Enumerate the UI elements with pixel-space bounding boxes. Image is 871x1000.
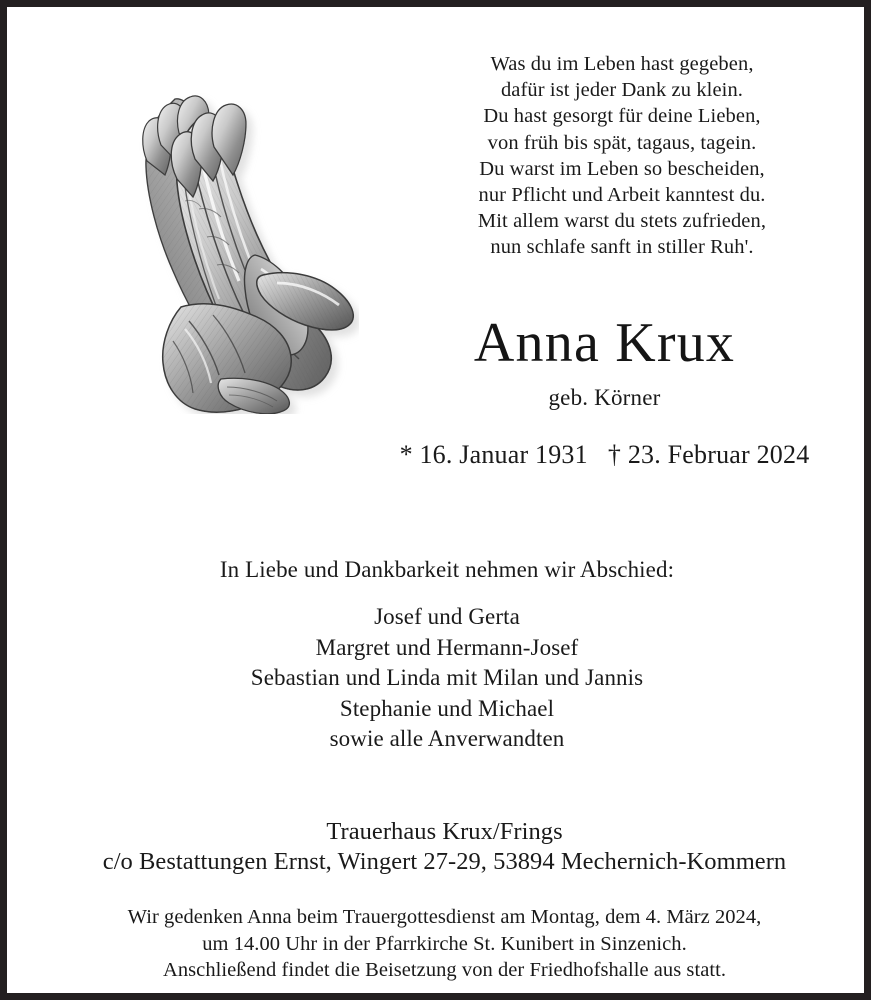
maiden-name: geb. Körner bbox=[548, 385, 661, 410]
service-line: um 14.00 Uhr in der Pfarrkirche St. Kunibert in Sinzenich. bbox=[202, 932, 687, 955]
funeral-home-name: Trauerhaus Krux/Frings bbox=[326, 818, 563, 845]
service-line: Wir gedenken Anna beim Trauergottesdienst am Montag, dem 4. März 2024, bbox=[127, 906, 762, 928]
funeral-home-block bbox=[37, 817, 852, 877]
poem-line: nun schlafe sanft in stiller Ruh'. bbox=[490, 236, 754, 259]
mourner-list bbox=[67, 602, 827, 755]
poem-line: Du hast gesorgt für deine Lieben, bbox=[483, 105, 761, 128]
mourners-intro: In Liebe und Dankbarkeit nehmen wir Abschied: bbox=[219, 557, 675, 582]
funeral-home-address: c/o Bestattungen Ernst, Wingert 27-29, 53894 Mechernich-Kommern bbox=[102, 848, 787, 875]
mourner-name: Sebastian und Linda mit Milan und Jannis bbox=[250, 665, 644, 690]
deceased-name: Anna Krux bbox=[473, 312, 736, 374]
mourners-block bbox=[67, 555, 827, 755]
life-dates: * 16. Januar 1931 † 23. Februar 2024 bbox=[399, 440, 810, 469]
deceased-block bbox=[352, 312, 857, 471]
poem-line: von früh bis spät, tagaus, tagein. bbox=[487, 131, 757, 154]
poem-line: Mit allem warst du stets zufrieden, bbox=[477, 210, 767, 233]
mourner-name: Margret und Hermann-Josef bbox=[315, 634, 579, 660]
service-details-block bbox=[47, 904, 842, 984]
poem-line: dafür ist jeder Dank zu klein. bbox=[500, 79, 744, 102]
obituary-card bbox=[7, 7, 864, 993]
memorial-poem bbox=[387, 51, 857, 261]
mourner-name: sowie alle Anverwandten bbox=[329, 726, 565, 751]
mourner-name: Stephanie und Michael bbox=[339, 695, 555, 721]
service-line: Anschließend findet die Beisetzung von der Friedhofshalle aus statt. bbox=[162, 959, 727, 981]
poem-line: Du warst im Leben so bescheiden, bbox=[479, 157, 765, 180]
mourner-name: Josef und Gerta bbox=[374, 604, 520, 629]
poem-line: Was du im Leben hast gegeben, bbox=[490, 53, 754, 75]
poem-line: nur Pflicht und Arbeit kanntest du. bbox=[478, 184, 766, 207]
praying-hands-icon bbox=[49, 59, 359, 414]
